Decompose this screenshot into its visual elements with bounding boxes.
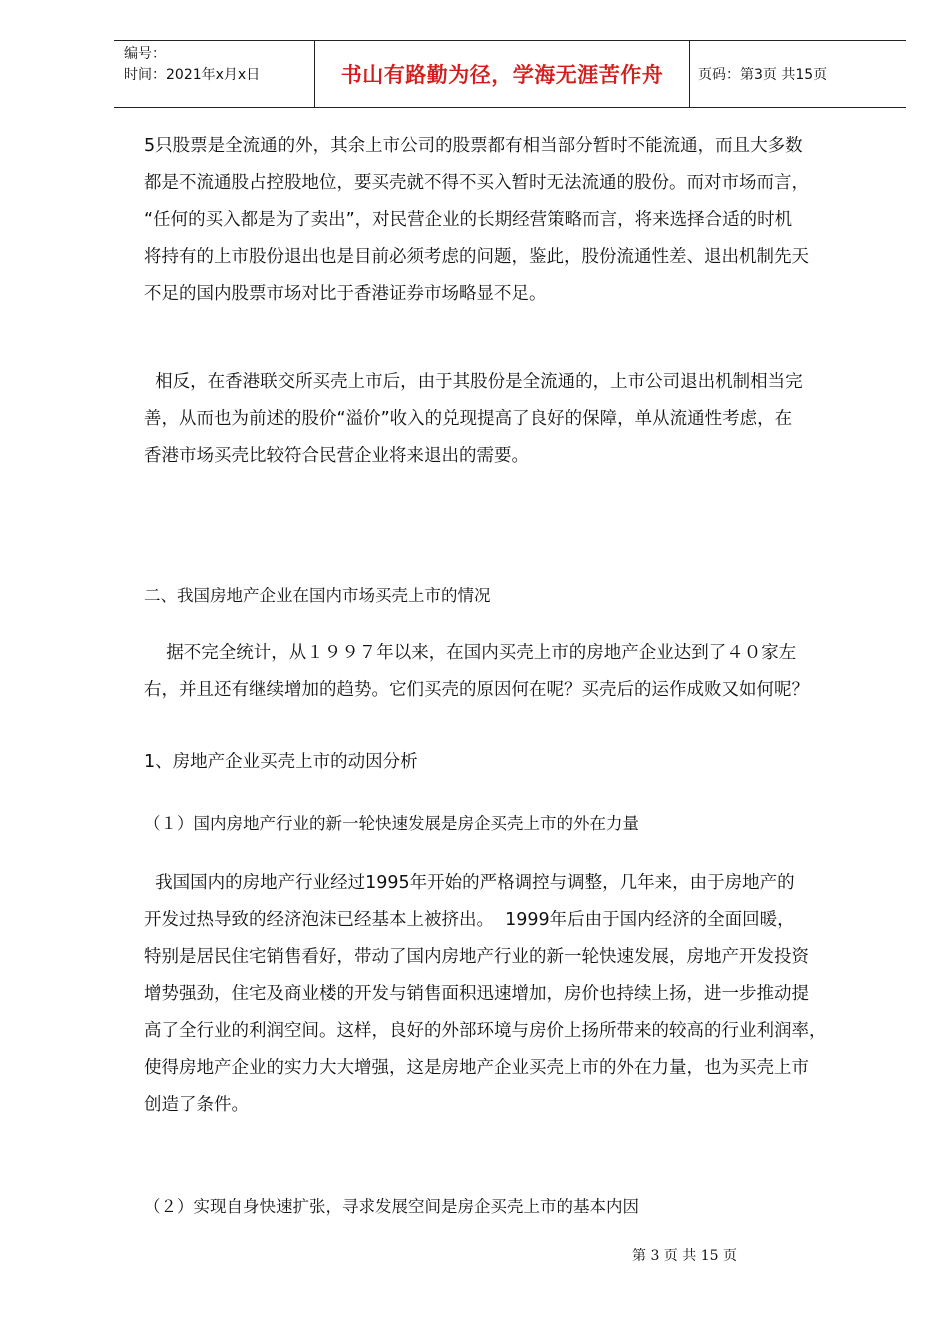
text-line: 据不完全统计，从１９９７年以来，在国内买壳上市的房地产企业达到了４０家左 (144, 643, 797, 663)
paragraph-hongkong (144, 364, 874, 475)
text-line: 右，并且还有继续增加的趋势。它们买壳的原因何在呢？买壳后的运作成败又如何呢？ (144, 680, 809, 700)
text-line: 使得房地产企业的实力大大增强，这是房地产企业买壳上市的外在力量，也为买壳上市 (144, 1058, 809, 1078)
subsection-item-heading: （２）实现自身快速扩张，寻求发展空间是房企买壳上市的基本内因 (144, 1197, 639, 1216)
document-number-label: 编号： (124, 46, 166, 62)
text-line: 不足的国内股票市场对比于香港证券市场略显不足。 (144, 284, 547, 304)
text-line: 增势强劲，住宅及商业楼的开发与销售面积迅速增加，房价也持续上扬，进一步推动提 (144, 984, 809, 1004)
section-heading: 二、我国房地产企业在国内市场买壳上市的情况 (144, 586, 491, 605)
text-line: 5只股票是全流通的外，其余上市公司的股票都有相当部分暂时不能流通，而且大多数 (144, 136, 803, 156)
page-header (114, 40, 906, 108)
paragraph-statistics (144, 635, 874, 709)
subsection-heading: 1、房地产企业买壳上市的动因分析 (144, 752, 418, 772)
text-line: 高了全行业的利润空间。这样，良好的外部环境与房价上扬所带来的较高的行业利润率， (144, 1021, 827, 1041)
text-line: 我国国内的房地产行业经过1995年开始的严格调控与调整，几年来，由于房地产的 (144, 873, 795, 893)
text-line: 创造了条件。 (144, 1095, 249, 1115)
text-line: 相反，在香港联交所买壳上市后，由于其股份是全流通的，上市公司退出机制相当完 (144, 372, 803, 392)
text-line: “任何的买入都是为了卖出”，对民营企业的长期经营策略而言，将来选择合适的时机 (144, 210, 793, 230)
subsection-item-heading: （１）国内房地产行业的新一轮快速发展是房企买壳上市的外在力量 (144, 814, 639, 833)
text-line: 开发过热导致的经济泡沫已经基本上被挤出。 1999年后由于国内经济的全面回暖， (144, 910, 795, 930)
text-line: 将持有的上市股份退出也是目前必须考虑的问题，鉴此，股份流通性差、退出机制先天 (144, 247, 809, 267)
header-meta (114, 41, 315, 107)
text-line: 善，从而也为前述的股价“溢价”收入的兑现提高了良好的保障，单从流通性考虑，在 (144, 409, 793, 429)
paragraph-industry (144, 865, 874, 1124)
text-line: 香港市场买壳比较符合民营企业将来退出的需要。 (144, 446, 529, 466)
text-line: 特别是居民住宅销售看好，带动了国内房地产行业的新一轮快速发展，房地产开发投资 (144, 947, 809, 967)
paragraph-liquidity (144, 128, 874, 313)
header-page-number: 页码：第3页 共15页 (698, 67, 828, 83)
text-line: 都是不流通股占控股地位，要买壳就不得不买入暂时无法流通的股份。而对市场而言， (144, 173, 809, 193)
header-motto: 书山有路勤为径，学海无涯苦作舟 (315, 41, 690, 107)
document-time-label: 时间：2021年x月x日 (124, 67, 261, 83)
page-footer: 第 3 页 共 15 页 (632, 1248, 737, 1264)
